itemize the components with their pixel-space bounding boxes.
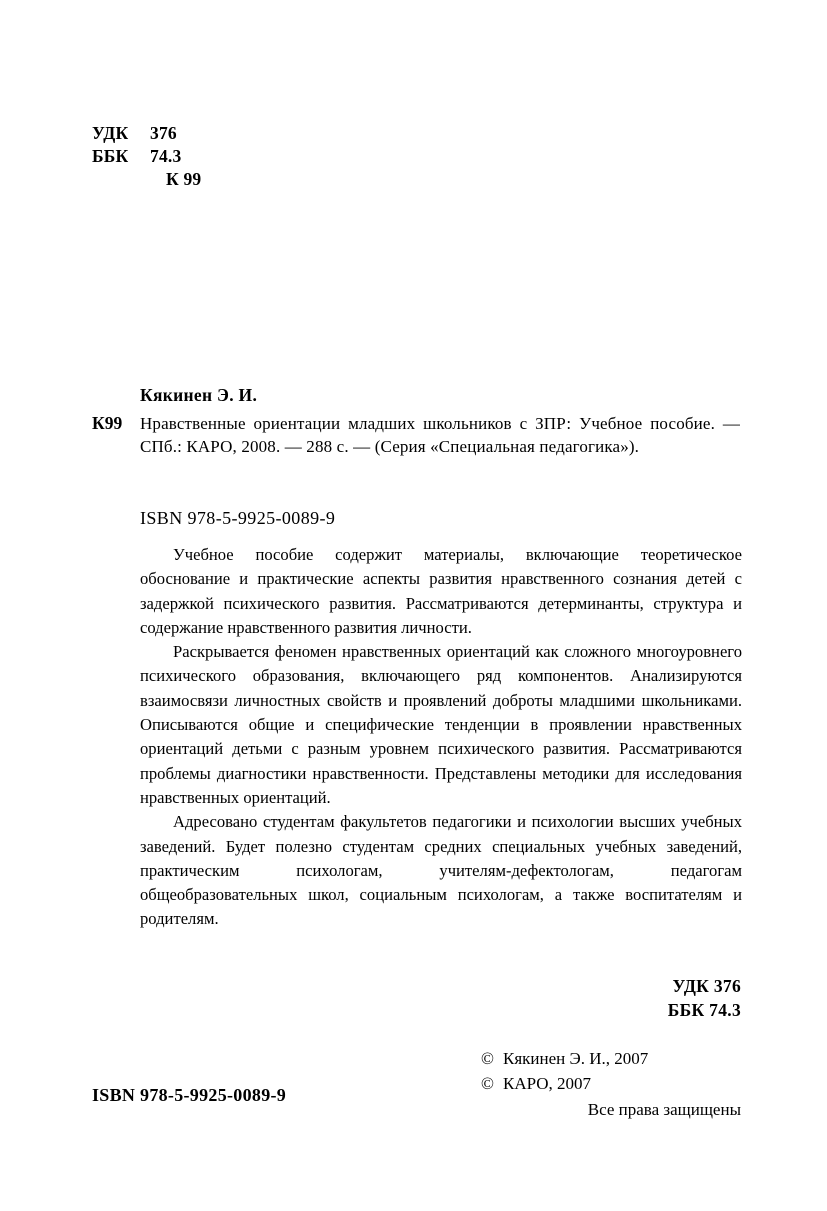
- classification-repeat: [668, 974, 741, 1022]
- copyright-symbol: ©: [481, 1049, 494, 1068]
- classification-repeat-bbk: ББК 74.3: [667, 1000, 741, 1020]
- cip-shelf-mark: К99: [92, 412, 123, 433]
- copyright-line-author: [481, 1046, 741, 1071]
- classification-row-udk: [92, 122, 201, 145]
- copyright-block: [481, 1046, 741, 1122]
- copyright-holder-publisher: КАРО, 2007: [503, 1074, 592, 1093]
- classification-code-udk: УДК: [92, 123, 129, 143]
- rights-reserved-text: Все права защищены: [587, 1100, 741, 1119]
- classification-code-bbk: ББК: [92, 146, 129, 166]
- classification-repeat-udk: УДК 376: [672, 976, 741, 996]
- copyright-holder-author: Кякинен Э. И., 2007: [503, 1049, 649, 1068]
- classification-row-bbk: [92, 145, 201, 168]
- cip-record: [92, 384, 740, 459]
- classification-value-bbk: 74.3: [150, 146, 182, 166]
- cip-title-row: [92, 412, 740, 459]
- isbn-bottom: ISBN 978-5-9925-0089-9: [92, 1085, 287, 1105]
- annotation-paragraph: Раскрывается феномен нравственных ориентаций как сложного многоуровнего психического образования, включающего ряд компонентов. Анализируются взаимосвязи личностных свойств и проявлений доброты младшими школьниками. Описываются общие и специфические тенденции в проявлении нравственных ориентаций детьми с разным уровнем психического развития. Рассматриваются проблемы диагностики нравственности. Представлены методики для исследования нравственных ориентаций.: [140, 642, 742, 807]
- classification-block: [92, 122, 201, 191]
- classification-row-shelf: [92, 168, 201, 191]
- copyright-symbol: ©: [481, 1074, 494, 1093]
- annotation-paragraph: Учебное пособие содержит материалы, включающие теоретическое обоснование и практические аспекты развития нравственного сознания детей с задержкой психического развития. Рассматриваются детерминанты, структура и содержание нравственного развития личности.: [140, 545, 742, 637]
- copyright-line-publisher: [481, 1071, 741, 1096]
- cip-description: Нравственные ориентации младших школьников с ЗПР: Учебное пособие. — СПб.: КАРО, 2008. — 288 с. — (Серия «Специальная педагогика»).: [140, 413, 740, 456]
- author-name: Кякинен Э. И.: [140, 385, 258, 405]
- annotation-block: [140, 543, 742, 932]
- classification-value-shelf: К 99: [166, 169, 202, 189]
- classification-code-shelf: [92, 168, 150, 191]
- annotation-paragraph: Адресовано студентам факультетов педагогики и психологии высших учебных заведений. Будет полезно студентам средних специальных учебных заведений, практическим психологам, учителям-дефектологам, педагогам общеобразовательных школ, социальным психологам, а также воспитателям и родителям.: [140, 812, 742, 929]
- isbn-main: ISBN 978-5-9925-0089-9: [140, 508, 336, 528]
- classification-value-udk: 376: [150, 123, 177, 143]
